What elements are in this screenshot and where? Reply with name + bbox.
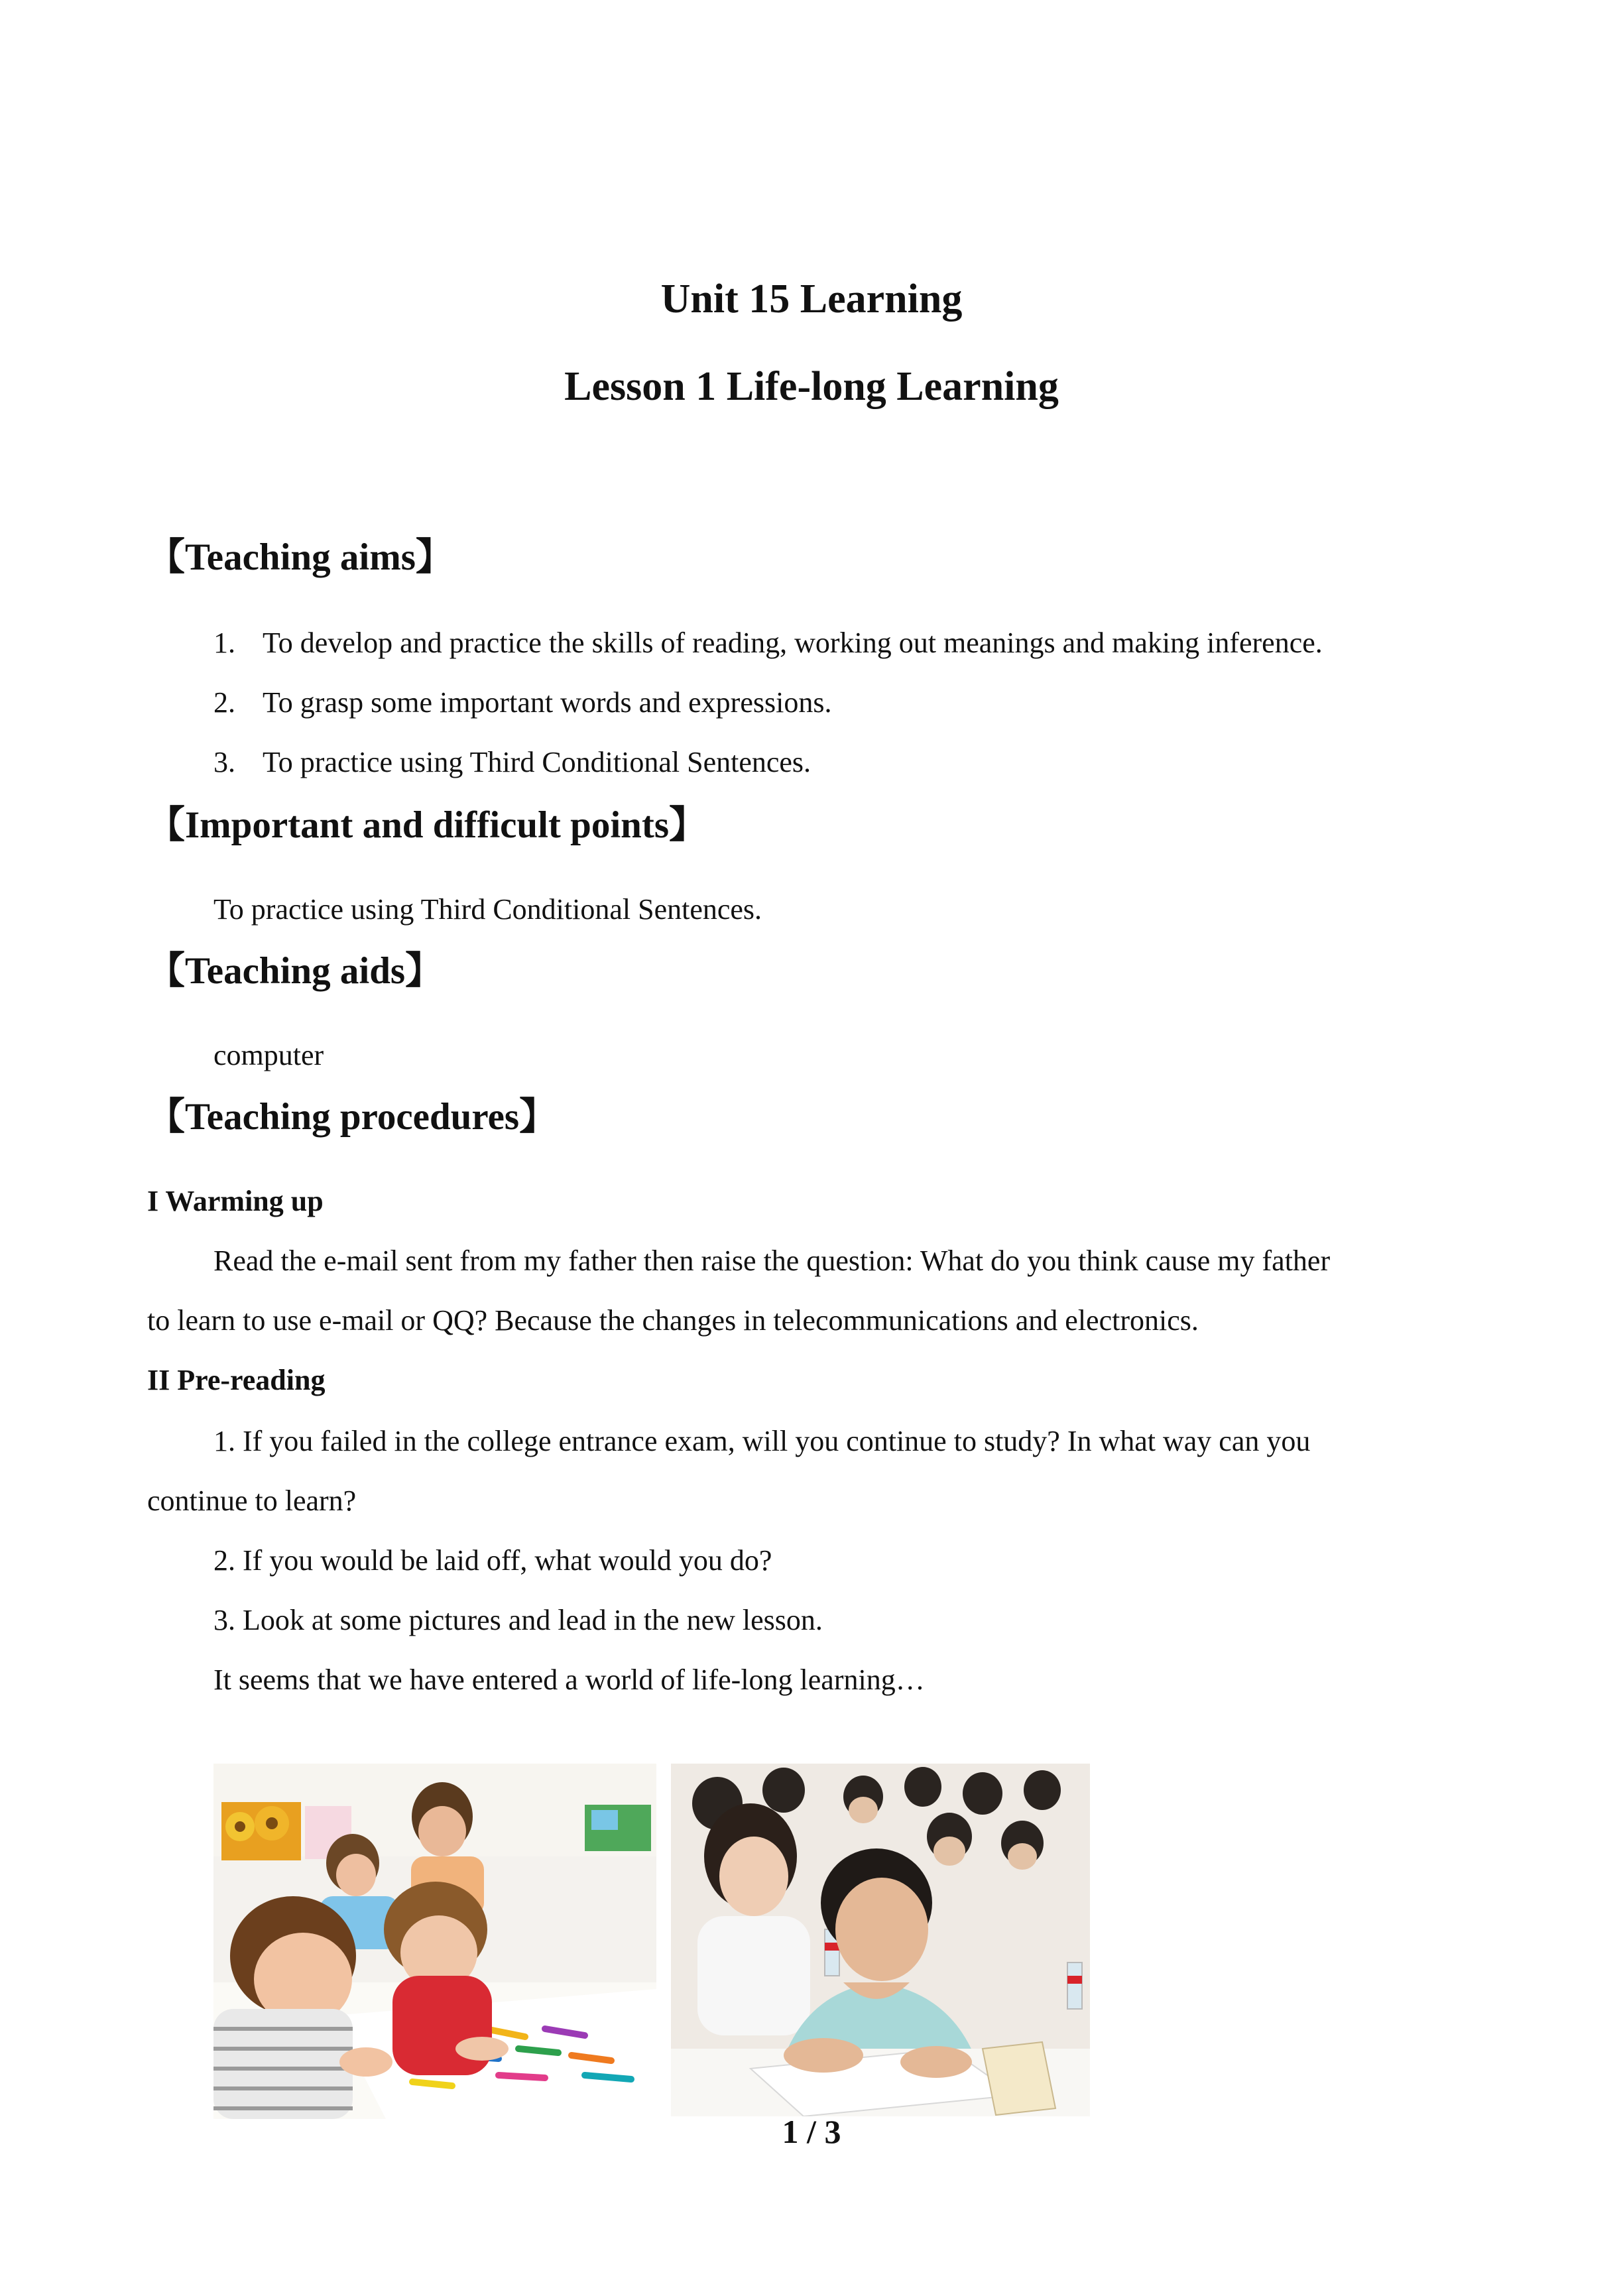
pre-reading-note: It seems that we have entered a world of life-long learning… — [213, 1663, 925, 1696]
bracket-close: 】 — [669, 804, 707, 846]
bracket-open: 【 — [147, 804, 185, 846]
page-number: 1 / 3 — [782, 2113, 841, 2150]
section-title: Teaching procedures — [185, 1096, 520, 1138]
bracket-close: 】 — [405, 950, 444, 992]
pre-reading-question-3: 3. Look at some pictures and lead in the new lesson. — [213, 1604, 823, 1636]
aim-text: To grasp some important words and expressions. — [263, 686, 832, 719]
aim-number: 1. — [213, 627, 235, 659]
pre-reading-question-2: 2. If you would be laid off, what would you do? — [213, 1544, 772, 1577]
warming-up-line-1: Read the e-mail sent from my father then raise the question: What do you think cause my father — [213, 1244, 1331, 1277]
aim-number: 2. — [213, 686, 235, 719]
unit-title: Unit 15 Learning — [660, 276, 963, 322]
section-heading-teaching-aids — [147, 952, 443, 990]
aim-item-3 — [213, 748, 811, 777]
bracket-open: 【 — [147, 536, 185, 578]
aim-item-2 — [213, 688, 831, 717]
warming-up-line-2: to learn to use e-mail or QQ? Because the changes in telecommunications and electronics. — [147, 1304, 1199, 1337]
section-heading-important-points — [147, 806, 707, 844]
aim-text: To practice using Third Conditional Sentences. — [263, 746, 812, 778]
teaching-aids-text: computer — [213, 1039, 324, 1071]
section-heading-teaching-procedures — [147, 1098, 557, 1136]
warming-up-heading: I Warming up — [147, 1185, 324, 1217]
pre-reading-question-1-continued: continue to learn? — [147, 1484, 357, 1517]
bracket-open: 【 — [147, 1096, 185, 1138]
lesson-title: Lesson 1 Life-long Learning — [564, 364, 1059, 409]
pre-reading-question-1: 1. If you failed in the college entrance exam, will you continue to study? In what way can you — [213, 1425, 1311, 1457]
section-title: Teaching aids — [185, 950, 406, 992]
pre-reading-heading: II Pre-reading — [147, 1364, 326, 1396]
children-drawing-photo — [213, 1764, 656, 2119]
section-title: Teaching aims — [185, 536, 416, 578]
aim-text: To develop and practice the skills of reading, working out meanings and making inference. — [263, 627, 1323, 659]
bracket-open: 【 — [147, 950, 185, 992]
students-exam-photo — [671, 1764, 1090, 2116]
bracket-close: 】 — [519, 1096, 558, 1138]
aim-number: 3. — [213, 746, 235, 778]
section-title: Important and difficult points — [185, 804, 670, 846]
students-exam-illustration — [671, 1764, 1090, 2116]
aim-item-1 — [213, 629, 1323, 658]
children-drawing-illustration — [213, 1764, 656, 2119]
section-heading-teaching-aims — [147, 538, 453, 576]
bracket-close: 】 — [415, 536, 453, 578]
important-points-text: To practice using Third Conditional Sentences. — [213, 893, 762, 926]
